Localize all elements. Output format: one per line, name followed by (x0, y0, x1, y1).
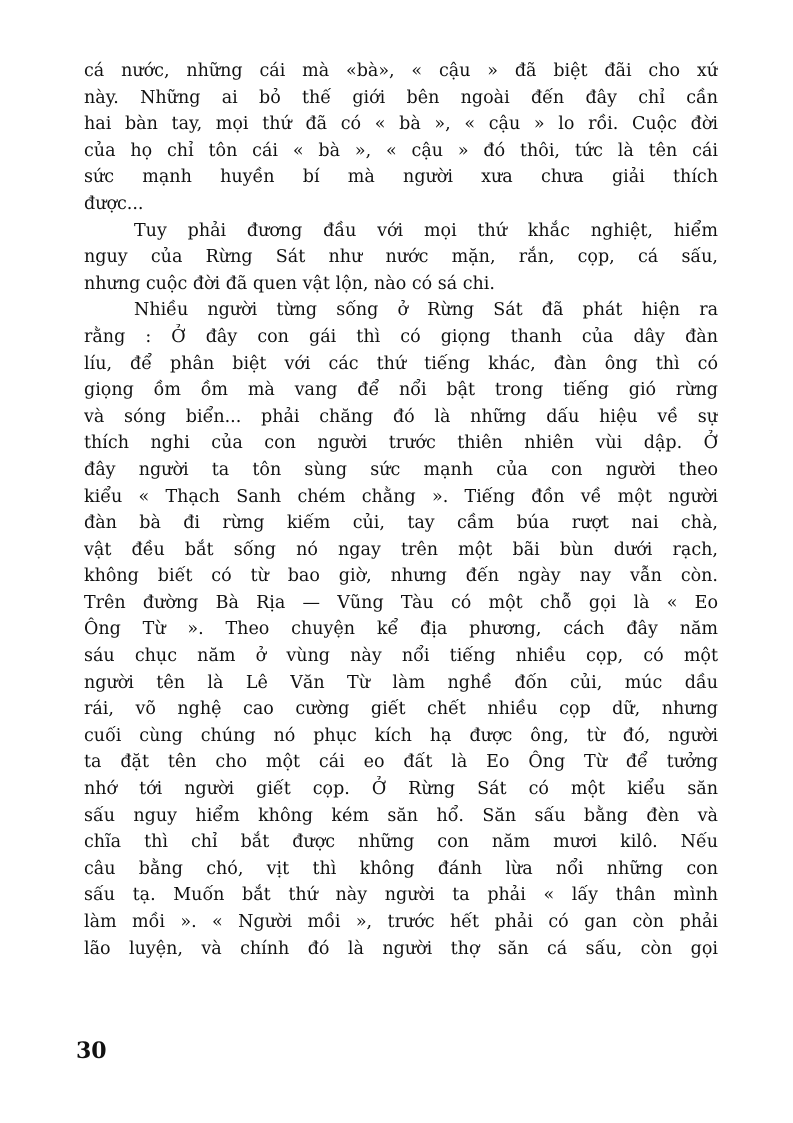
text-line: thích nghi của con người trước thiên nhiên vùi dập. Ở (84, 433, 718, 454)
text-line: làm mồi ». « Người mồi », trước hết phải có gan còn phải (84, 912, 718, 932)
paragraph-2 (84, 218, 718, 298)
text-line: đây người ta tôn sùng sức mạnh của con người theo (84, 459, 718, 480)
page-body (84, 58, 718, 962)
page-number: 30 (76, 1038, 107, 1064)
text-line: sáu chục năm ở vùng này nổi tiếng nhiều cọp, có một (84, 646, 718, 667)
text-line: vật đều bắt sống nó ngay trên một bãi bùn dưới rạch, (84, 539, 718, 560)
text-line: này. Những ai bỏ thế giới bên ngoài đến đây chỉ cần (84, 87, 718, 108)
text-line: rái, võ nghệ cao cường giết chết nhiều cọp dữ, nhưng (84, 699, 718, 720)
text-line: lão luyện, và chính đó là người thợ săn cá sấu, còn gọi (84, 938, 718, 959)
text-line: không biết có từ bao giờ, nhưng đến ngày nay vẫn còn. (84, 566, 718, 587)
text-line: giọng ồm ồm mà vang để nổi bật trong tiếng gió rừng (84, 380, 718, 401)
text-line: Tuy phải đương đầu với mọi thứ khắc nghiệt, hiểm (134, 220, 718, 241)
text-line: sức mạnh huyền bí mà người xưa chưa giải thích (84, 167, 718, 188)
text-line: và sóng biển... phải chăng đó là những dấu hiệu về sự (84, 406, 718, 427)
text-line: được... (84, 193, 144, 214)
paragraph-3 (84, 297, 718, 962)
text-line: Ông Từ ». Theo chuyện kể địa phương, cách đây năm (84, 619, 718, 640)
text-line: líu, để phân biệt với các thứ tiếng khác, đàn ông thì có (84, 353, 718, 374)
text-line: rằng : Ở đây con gái thì có giọng thanh của dây đàn (84, 326, 718, 347)
text-line: Trên đường Bà Rịa — Vũng Tàu có một chỗ gọi là « Eo (84, 592, 718, 613)
text-line: câu bằng chó, vịt thì không đánh lừa nổi những con (84, 858, 718, 879)
text-line: ta đặt tên cho một cái eo đất là Eo Ông Từ để tưởng (84, 752, 718, 773)
text-line: của họ chỉ tôn cái « bà », « cậu » đó thôi, tức là tên cái (84, 140, 718, 161)
text-line: Nhiều người từng sống ở Rừng Sát đã phát hiện ra (134, 300, 718, 321)
text-line: chĩa thì chỉ bắt được những con năm mươi kilô. Nếu (84, 832, 718, 853)
text-line: hai bàn tay, mọi thứ đã có « bà », « cậu » lo rồi. Cuộc đời (84, 114, 718, 135)
text-line: nguy của Rừng Sát như nước mặn, rắn, cọp, cá sấu, (84, 247, 718, 268)
text-line: cuối cùng chúng nó phục kích hạ được ông, từ đó, người (84, 725, 718, 746)
text-line: kiểu « Thạch Sanh chém chằng ». Tiếng đồn về một người (84, 486, 718, 507)
text-line: nhưng cuộc đời đã quen vật lộn, nào có sá chi. (84, 273, 495, 294)
paragraph-1 (84, 58, 718, 218)
text-line: đàn bà đi rừng kiếm củi, tay cầm búa rượt nai chà, (84, 513, 718, 534)
text-line: sấu tạ. Muốn bắt thứ này người ta phải « lấy thân mình (84, 885, 718, 906)
text-line: người tên là Lê Văn Từ làm nghề đốn củi, múc dầu (84, 672, 718, 693)
text-line: nhớ tới người giết cọp. Ở Rừng Sát có một kiểu săn (84, 779, 718, 800)
text-line: cá nước, những cái mà «bà», « cậu » đã biệt đãi cho xứ (84, 61, 718, 81)
text-line: sấu nguy hiểm không kém săn hổ. Săn sấu bằng đèn và (84, 805, 718, 826)
